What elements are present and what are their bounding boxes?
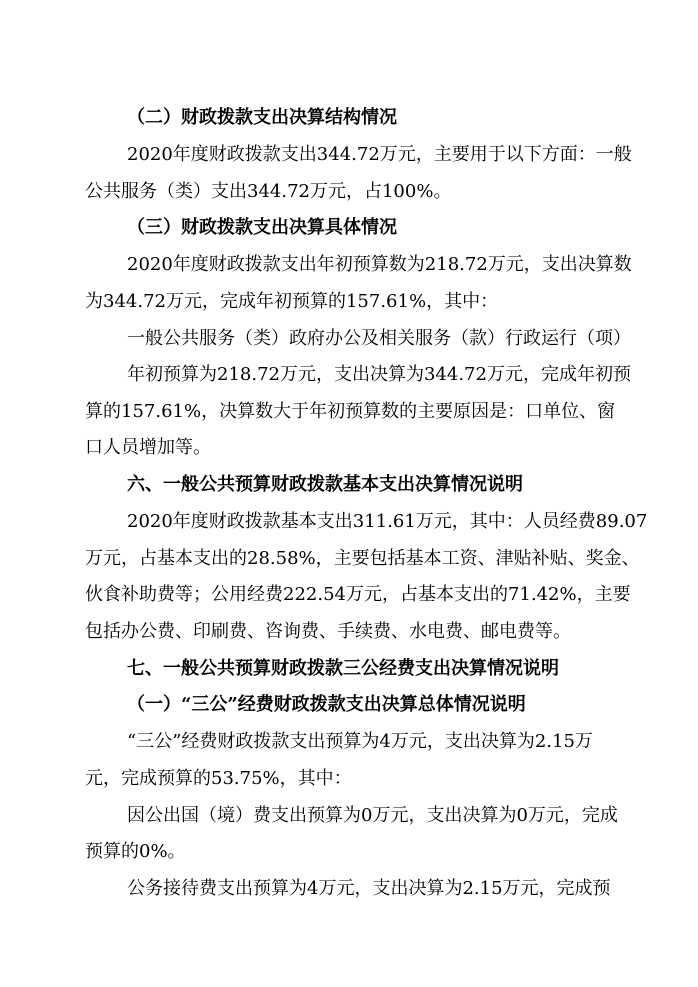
paragraph-line: 万元，占基本支出的28.58%，主要包括基本工资、津贴补贴、奖金、 (85, 548, 640, 569)
paragraph-line: 预算的0%。 (85, 841, 186, 862)
paragraph-line: “三公”经费财政拨款支出预算为4万元，支出决算为2.15万 (127, 731, 593, 752)
paragraph-line: 公务接待费支出预算为4万元，支出决算为2.15万元，完成预 (127, 878, 611, 899)
section-heading: （二）财政拨款支出决算结构情况 (127, 107, 397, 128)
section-heading: （三）财政拨款支出决算具体情况 (127, 217, 397, 238)
paragraph-line: 年初预算为218.72万元，支出决算为344.72万元，完成年初预 (127, 364, 631, 385)
paragraph-line: 一般公共服务（类）政府办公及相关服务（款）行政运行（项） (127, 328, 631, 349)
section-heading: 七、一般公共预算财政拨款三公经费支出决算情况说明 (127, 658, 559, 679)
paragraph-line: 公共服务（类）支出344.72万元，占100%。 (85, 181, 452, 202)
paragraph-line: 因公出国（境）费支出预算为0万元，支出决算为0万元，完成 (127, 805, 618, 826)
paragraph-line: 2020年度财政拨款支出344.72万元，主要用于以下方面：一般 (127, 144, 632, 165)
paragraph-line: 算的157.61%，决算数大于年初预算数的主要原因是：口单位、窗 (85, 401, 616, 422)
paragraph-line: 为344.72万元，完成年初预算的157.61%，其中： (85, 291, 499, 312)
paragraph-line: 2020年度财政拨款基本支出311.61万元，其中：人员经费89.07 (127, 511, 648, 532)
section-heading: 六、一般公共预算财政拨款基本支出决算情况说明 (127, 474, 523, 495)
paragraph-line: 元，完成预算的53.75%，其中： (85, 768, 352, 789)
section-heading: （一）“三公”经费财政拨款支出决算总体情况说明 (127, 694, 526, 715)
paragraph-line: 口人员增加等。 (85, 437, 211, 458)
paragraph-line: 2020年度财政拨款支出年初预算数为218.72万元，支出决算数 (127, 254, 632, 275)
paragraph-line: 伙食补助费等；公用经费222.54万元，占基本支出的71.42%，主要 (85, 584, 631, 605)
paragraph-line: 包括办公费、印刷费、咨询费、手续费、水电费、邮电费等。 (85, 621, 571, 642)
